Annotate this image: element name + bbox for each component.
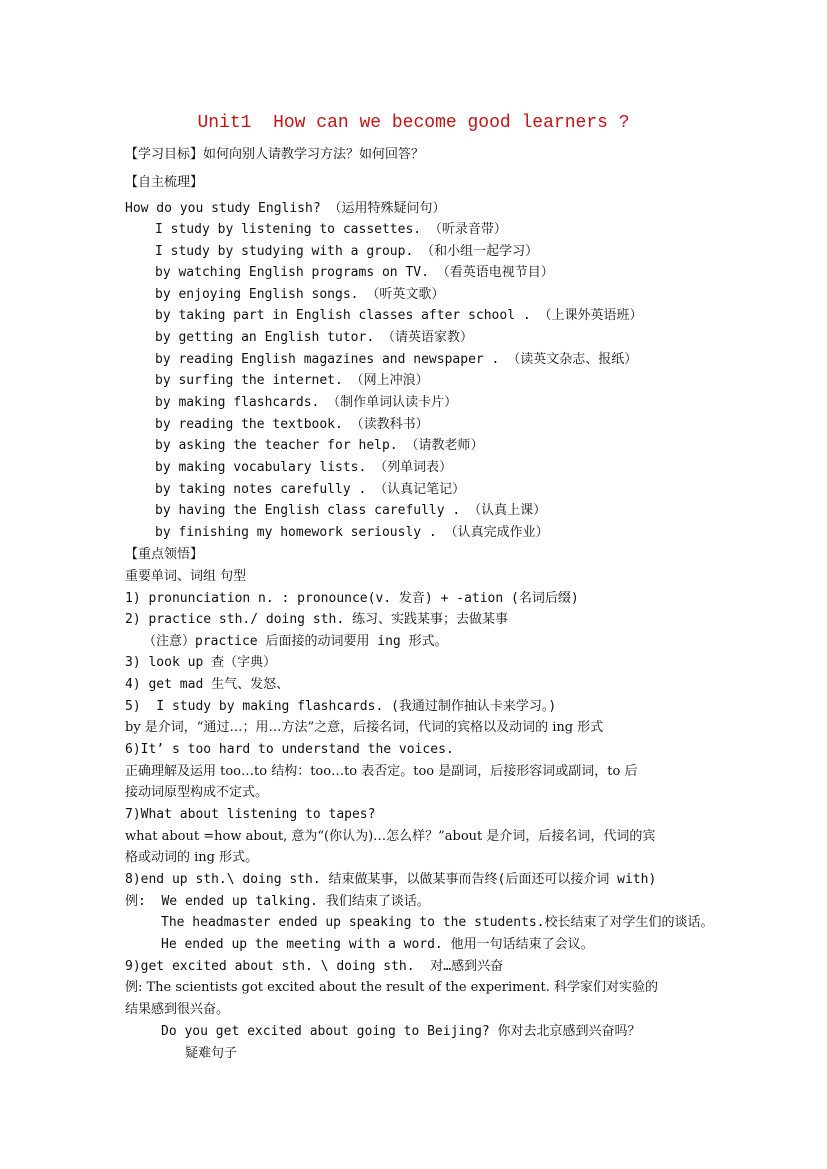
answer-line: by taking part in English classes after school . （上课外英语班） xyxy=(155,308,643,323)
key-point-note: what about =how about, 意为“(你认为)…怎么样？”about 是介词，后接名词，代词的宾 xyxy=(125,829,656,844)
key-point-item: 7)What about listening to tapes? xyxy=(125,807,376,822)
self-study-heading: 【自主梳理】 xyxy=(125,175,204,190)
answer-line: by watching English programs on TV. （看英语电视节目） xyxy=(155,265,554,280)
objective-heading: 【学习目标】如何向别人请教学习方法？如何回答？ xyxy=(125,147,425,162)
answer-line: by getting an English tutor. （请英语家教） xyxy=(155,330,473,345)
answer-line: by making vocabulary lists. （列单词表） xyxy=(155,460,453,475)
example-line: He ended up the meeting with a word. 他用一句话结束了会议。 xyxy=(161,937,594,952)
key-point-note: 接动词原型构成不定式。 xyxy=(125,785,269,800)
answer-line: by enjoying English songs. （听英文歌） xyxy=(155,287,445,302)
key-points-subtitle: 重要单词、词组 句型 xyxy=(125,569,247,584)
key-point-item: 2) practice sth./ doing sth. 练习、实践某事；去做某事 xyxy=(125,612,508,627)
answer-line: by making flashcards. （制作单词认读卡片） xyxy=(155,395,458,410)
answer-line: by reading English magazines and newspaper . （读英文杂志、报纸） xyxy=(155,352,638,367)
study-question: How do you study English? （运用特殊疑问句） xyxy=(125,201,446,216)
key-point-note: （注意）practice 后面接的动词要用 ing 形式。 xyxy=(143,634,448,649)
answer-line: I study by listening to cassettes. （听录音带） xyxy=(155,222,507,237)
key-point-note: by 是介词，“通过…；用…方法”之意，后接名词，代词的宾格以及动词的 ing 形式 xyxy=(125,720,604,735)
answer-line: by asking the teacher for help. （请教老师） xyxy=(155,438,484,453)
key-point-item: 6)It’ s too hard to understand the voices. xyxy=(125,742,454,757)
key-points-heading: 【重点领悟】 xyxy=(125,547,204,562)
example-line: The headmaster ended up speaking to the students.校长结束了对学生们的谈话。 xyxy=(161,915,714,930)
answer-line: by reading the textbook. （读教科书） xyxy=(155,417,429,432)
key-point-item: 9)get excited about sth. \ doing sth. 对…感到兴奋 xyxy=(125,959,504,974)
answer-line: by having the English class carefully . （认真上课） xyxy=(155,503,547,518)
key-point-item: 5) I study by making flashcards. (我通过制作抽认卡来学习。) xyxy=(125,699,557,714)
key-point-note: 正确理解及运用 too…to 结构：too…to 表否定。too 是副词，后接形容词或副词，to 后 xyxy=(125,764,638,779)
answer-line: by taking notes carefully . （认真记笔记） xyxy=(155,482,466,497)
example-line: 结果感到很兴奋。 xyxy=(125,1002,230,1017)
page-title: Unit1 How can we become good learners ? xyxy=(197,113,630,133)
key-point-item: 4) get mad 生气、发怒、 xyxy=(125,677,290,692)
key-point-item: 1) pronunciation n. : pronounce(v. 发音) + -ation (名词后缀) xyxy=(125,591,579,606)
answer-line: by finishing my homework seriously . （认真完成作业） xyxy=(155,525,549,540)
key-point-item: 3) look up 查（字典） xyxy=(125,655,277,670)
example-line: Do you get excited about going to Beijing? 你对去北京感到兴奋吗？ xyxy=(161,1024,641,1039)
answer-line: by surfing the internet. （网上冲浪） xyxy=(155,373,429,388)
answer-line: I study by studying with a group. （和小组一起学习） xyxy=(155,244,539,259)
example-line: 例: The scientists got excited about the result of the experiment. 科学家们对实验的 xyxy=(125,980,658,995)
example-line: 例: We ended up talking. 我们结束了谈话。 xyxy=(125,894,430,909)
difficult-sentences-heading: 疑难句子 xyxy=(185,1046,238,1061)
key-point-item: 8)end up sth.\ doing sth. 结束做某事，以做某事而告终(后面还可以接介词 with) xyxy=(125,872,657,887)
key-point-note: 格或动词的 ing 形式。 xyxy=(125,850,259,865)
